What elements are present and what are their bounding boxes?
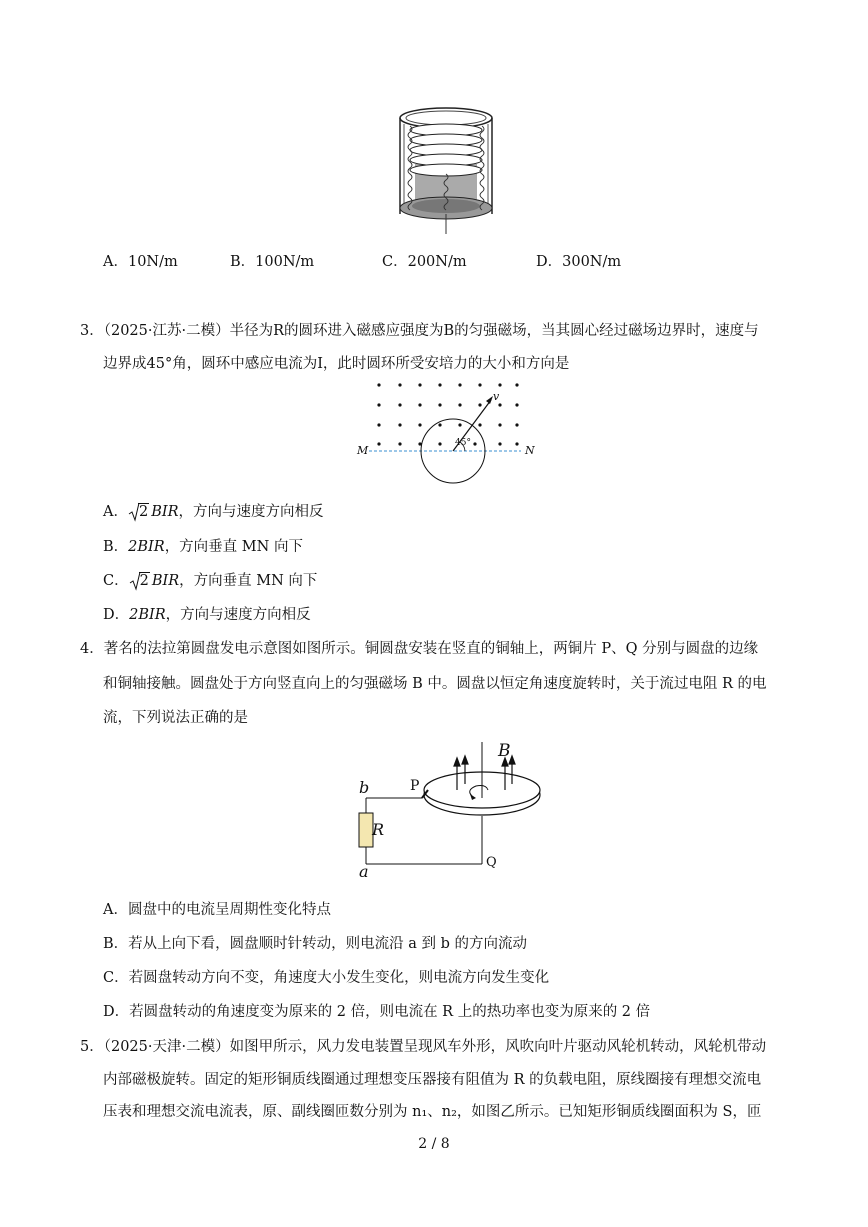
q3-label-v: v (493, 390, 500, 403)
q4-label-b: b (359, 778, 370, 797)
q2-option-b: B．100N/m (230, 254, 315, 270)
q4-stem-line3: 流，下列说法正确的是 (103, 710, 248, 726)
q2-option-d: D．300N/m (536, 254, 622, 270)
q3-label-n: N (525, 444, 535, 457)
q4-disk-svg (352, 738, 552, 878)
q4-faraday-disk-figure (352, 738, 552, 881)
q4-label-b-field: B (498, 741, 511, 761)
q3-field-figure (355, 378, 535, 488)
q3-option-c: C． 2 BIR，方向垂直 MN 向下 (103, 573, 318, 589)
q4-label-p: P (410, 778, 420, 794)
q5-stem-line3: 压表和理想交流电流表，原、副线圈匝数分别为 n₁、n₂，如图乙所示。已知矩形铜质线圈面积为 S，匝 (103, 1104, 762, 1120)
q5-stem-line1: 5．（2025·天津·二模）如图甲所示，风力发电装置呈现风车外形，风吹向叶片驱动风轮机转动，风轮机带动 (80, 1039, 767, 1055)
q4-stem-line1: 4．著名的法拉第圆盘发电示意图如图所示。铜圆盘安装在竖直的铜轴上，两铜片 P、Q 分别与圆盘的边缘 (80, 641, 759, 657)
sqrt-symbol: 2 (129, 573, 150, 589)
q3-field-svg (355, 378, 535, 488)
q3-option-d: D．2BIR，方向与速度方向相反 (103, 607, 311, 623)
q4-option-b: B．若从上向下看，圆盘顺时针转动，则电流沿 a 到 b 的方向流动 (103, 936, 528, 952)
q3-option-a: A． 2 BIR，方向与速度方向相反 (103, 504, 324, 520)
q4-option-c: C．若圆盘转动方向不变，角速度大小发生变化，则电流方向发生变化 (103, 970, 550, 986)
q4-option-d: D．若圆盘转动的角速度变为原来的 2 倍，则电流在 R 上的热功率也变为原来的 2 倍 (103, 1004, 651, 1020)
q3-stem-line1: 3．（2025·江苏·二模）半径为R的圆环进入磁感应强度为B的匀强磁场，当其圆心经过磁场边界时，速度与 (80, 323, 759, 339)
q4-label-a: a (359, 862, 369, 881)
q3-stem-line2: 边界成45°角，圆环中感应电流为I，此时圆环所受安培力的大小和方向是 (103, 356, 570, 372)
page-number: 2 / 8 (418, 1136, 450, 1152)
sqrt-symbol: 2 (128, 504, 149, 520)
q4-label-r: R (372, 820, 385, 839)
q3-option-b: B．2BIR，方向垂直 MN 向下 (103, 539, 303, 555)
q4-option-a: A．圆盘中的电流呈周期性变化特点 (103, 902, 331, 918)
q2-option-a: A．10N/m (103, 254, 178, 270)
q4-stem-line2: 和铜轴接触。圆盘处于方向竖直向上的匀强磁场 B 中。圆盘以恒定角速度旋转时，关于流过电阻 R 的电 (103, 676, 767, 692)
q4-label-q: Q (486, 855, 497, 870)
q3-label-angle: 45° (455, 438, 471, 448)
q5-stem-line2: 内部磁极旋转。固定的矩形铜质线圈通过理想变压器接有阻值为 R 的负载电阻，原线圈接有理想交流电 (103, 1072, 762, 1088)
q2-option-c: C．200N/m (382, 254, 467, 270)
spring-apparatus-figure (393, 104, 499, 236)
q3-label-m: M (357, 444, 369, 457)
